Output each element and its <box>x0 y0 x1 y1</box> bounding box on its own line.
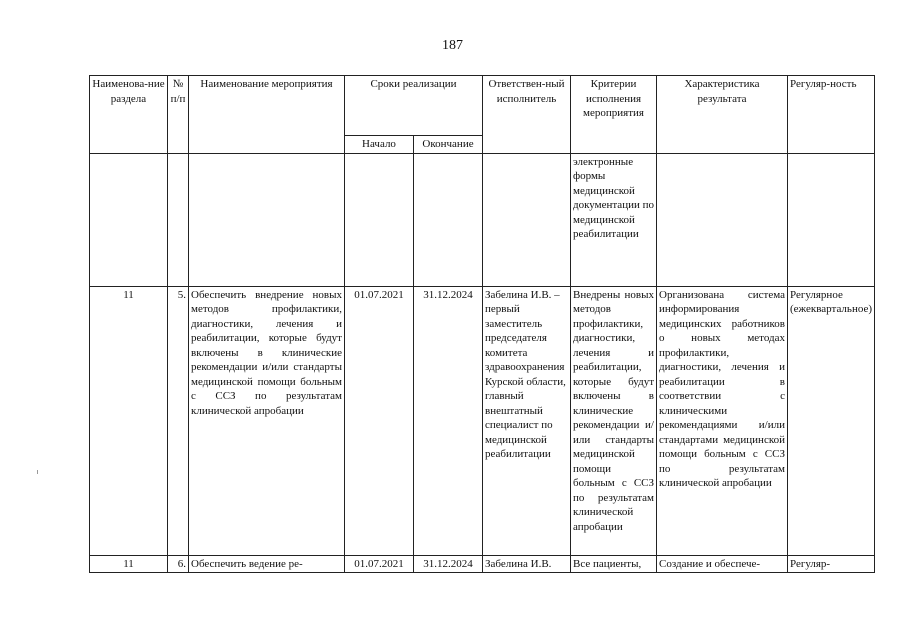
header-responsible: Ответствен-ный исполнитель <box>483 76 571 154</box>
cell-end: 31.12.2024 <box>414 555 483 573</box>
scan-edge-mark <box>37 470 38 474</box>
header-section: Наименова-ние раздела <box>90 76 168 154</box>
activities-table <box>89 75 875 573</box>
header-regularity: Регуляр-ность <box>788 76 875 154</box>
cell-event <box>189 153 345 286</box>
table-row <box>90 153 875 286</box>
cell-start <box>345 153 414 286</box>
header-event: Наименование мероприятия <box>189 76 345 154</box>
header-start: Начало <box>345 136 414 154</box>
cell-number <box>168 153 189 286</box>
cell-section: 11 <box>90 286 168 555</box>
cell-section: 11 <box>90 555 168 573</box>
cell-number: 6. <box>168 555 189 573</box>
cell-criteria: Все пациенты, <box>571 555 657 573</box>
cell-section <box>90 153 168 286</box>
cell-responsible <box>483 153 571 286</box>
cell-regularity <box>788 153 875 286</box>
cell-start: 01.07.2021 <box>345 555 414 573</box>
cell-end: 31.12.2024 <box>414 286 483 555</box>
cell-end <box>414 153 483 286</box>
header-deadlines: Сроки реализации <box>345 76 483 136</box>
cell-event: Обеспечить внедрение новых методов профилактики, диагностики, лечения и реабилитации, которые будут включены в клинические рекомендации и/или стандарты медицинской помощи больным с ССЗ по результатам клинической апробации <box>189 286 345 555</box>
cell-number: 5. <box>168 286 189 555</box>
page-number: 187 <box>442 38 463 53</box>
cell-result: Создание и обеспече- <box>657 555 788 573</box>
cell-regularity: Регулярное (ежеквартальное) <box>788 286 875 555</box>
cell-result: Организована система информирования медицинских работников о новых методах профилактики, диагностики, лечения и реабилитации в соответствии с клиническими рекомендациями и/или стандартами медицинской помощи больным с ССЗ по результатам клинической апробации <box>657 286 788 555</box>
table-row <box>90 286 875 555</box>
cell-criteria: электронные формы медицинской документации по медицинской реабилитации <box>571 153 657 286</box>
table-row <box>90 555 875 573</box>
header-end: Окончание <box>414 136 483 154</box>
header-number: № п/п <box>168 76 189 154</box>
header-criteria: Критерии исполнения мероприятия <box>571 76 657 154</box>
header-result: Характеристика результата <box>657 76 788 154</box>
cell-start: 01.07.2021 <box>345 286 414 555</box>
cell-criteria: Внедрены новых методов профилактики, диагностики, лечения и реабилитации, которые будут включены в клинические рекомендации и/или стандарты медицинской помощи больным с ССЗ по результатам клинической апробации <box>571 286 657 555</box>
cell-responsible: Забелина И.В. – первый заместитель председателя комитета здравоохранения Курской области, главный внештатный специалист по медицинской реабилитации <box>483 286 571 555</box>
cell-result <box>657 153 788 286</box>
cell-regularity: Регуляр- <box>788 555 875 573</box>
cell-responsible: Забелина И.В. <box>483 555 571 573</box>
cell-event: Обеспечить ведение ре- <box>189 555 345 573</box>
